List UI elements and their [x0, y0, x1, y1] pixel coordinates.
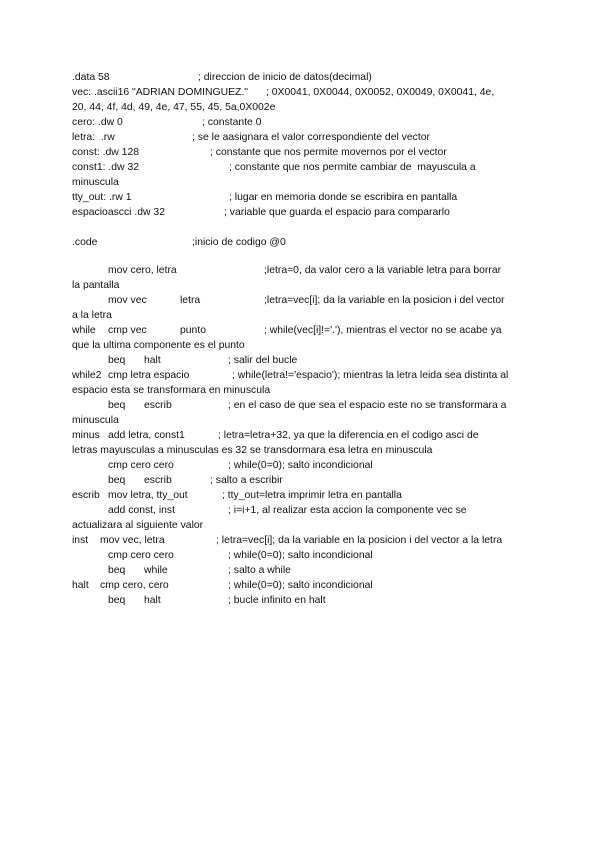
- instruction-text: cmp cero, cero: [100, 580, 169, 591]
- operand-text: letra: [180, 295, 201, 306]
- instruction-text: beq: [108, 565, 126, 576]
- code-text: const1: .dw 32: [72, 162, 140, 173]
- comment-text: ; salto a while: [228, 565, 291, 576]
- comment-text: ; while(0=0); salto incondicional: [228, 550, 373, 561]
- code-text: vec: .ascii16 "ADRIAN DOMINGUEZ.": [72, 87, 248, 98]
- label-text: while2: [72, 370, 102, 381]
- comment-text: minuscula: [72, 415, 119, 426]
- comment-text: actualizara al siguiente valor: [72, 520, 204, 531]
- comment-text: ; direccion de inicio de datos(decimal): [198, 72, 372, 83]
- comment-text: ; salir del bucle: [228, 355, 298, 366]
- comment-text: que la ultima componente es el punto: [72, 340, 245, 351]
- comment-text: ;letra=vec[i]; da la variable en la posicion i del vector: [264, 295, 505, 306]
- code-text: espacioascci .dw 32: [72, 207, 165, 218]
- comment-text: a la letra: [72, 310, 112, 321]
- comment-text: ; constante que nos permite cambiar de mayuscula a: [229, 162, 476, 173]
- code-text: 20, 44, 4f, 4d, 49, 4e, 47, 55, 45, 5a,0X002e: [72, 102, 276, 113]
- code-text: .data 58: [72, 72, 110, 83]
- instruction-text: beq: [108, 595, 126, 606]
- instruction-text: mov letra, tty_out: [108, 490, 188, 501]
- instruction-text: cmp vec: [108, 325, 147, 336]
- code-text: .code: [72, 237, 98, 248]
- instruction-text: beq: [108, 475, 126, 486]
- operand-text: punto: [180, 325, 207, 336]
- operand-text: halt: [144, 595, 161, 606]
- instruction-text: mov vec, letra: [100, 535, 165, 546]
- code-text: tty_out: .rw 1: [72, 192, 132, 203]
- instruction-text: cmp cero cero: [108, 460, 174, 471]
- comment-text: la pantalla: [72, 280, 120, 291]
- comment-text: espacio esta se transformara en minuscula: [72, 385, 271, 396]
- comment-text: ; letra=letra+32, ya que la diferencia en el codigo asci de: [218, 430, 479, 441]
- comment-text: ; letra=vec[i]; da la variable en la posicion i del vector a la letra: [216, 535, 503, 546]
- instruction-text: beq: [108, 400, 126, 411]
- comment-text: ; lugar en memoria donde se escribira en pantalla: [229, 192, 458, 203]
- comment-text: ;letra=0, da valor cero a la variable letra para borrar: [264, 265, 502, 276]
- code-text: letra: .rw: [72, 132, 115, 143]
- operand-text: while: [144, 565, 168, 576]
- comment-text: ; 0X0041, 0X0044, 0X0052, 0X0049, 0X0041, 4e,: [266, 87, 495, 98]
- instruction-text: mov cero, letra: [108, 265, 177, 276]
- label-text: escrib: [72, 490, 100, 501]
- comment-text: letras mayusculas a minusculas es 32 se transdormara esa letra en minuscula: [72, 445, 433, 456]
- label-text: inst: [72, 535, 89, 546]
- comment-text: ; bucle infinito en halt: [228, 595, 326, 606]
- comment-text: ; while(vec[i]!='.'), mientras el vector no se acabe ya: [264, 325, 502, 336]
- comment-text: ; while(0=0); salto incondicional: [228, 580, 373, 591]
- instruction-text: mov vec: [108, 295, 147, 306]
- instruction-text: add letra, const1: [108, 430, 185, 441]
- instruction-text: cmp cero cero: [108, 550, 174, 561]
- comment-text: ; constante 0: [202, 117, 262, 128]
- code-text: minuscula: [72, 177, 119, 188]
- comment-text: ; constante que nos permite movernos por el vector: [210, 147, 447, 158]
- comment-text: ; variable que guarda el espacio para compararlo: [224, 207, 450, 218]
- comment-text: ;inicio de codigo @0: [192, 237, 286, 248]
- comment-text: ; se le aasignara el valor correspondiente del vector: [192, 132, 430, 143]
- operand-text: escrib: [144, 400, 172, 411]
- instruction-line: [72, 594, 326, 659]
- instruction-text: cmp letra espacio: [108, 370, 190, 381]
- code-text: cero: .dw 0: [72, 117, 123, 128]
- label-text: halt: [72, 580, 89, 591]
- comment-text: ; i=i+1, al realizar esta accion la componente vec se: [228, 505, 467, 516]
- label-text: minus: [72, 430, 100, 441]
- comment-text: ; salto a escribir: [210, 475, 283, 486]
- operand-text: escrib: [144, 475, 172, 486]
- code-text: const: .dw 128: [72, 147, 140, 158]
- label-text: while: [72, 325, 96, 336]
- comment-text: ; en el caso de que sea el espacio este no se transformara a: [228, 400, 507, 411]
- instruction-text: beq: [108, 355, 126, 366]
- comment-text: ; while(letra!='espacio'); mientras la letra leida sea distinta al: [232, 370, 509, 381]
- instruction-text: add const, inst: [108, 505, 176, 516]
- comment-text: ; tty_out=letra imprimir letra en pantalla: [222, 490, 402, 501]
- operand-text: halt: [144, 355, 161, 366]
- comment-text: ; while(0=0); salto incondicional: [228, 460, 373, 471]
